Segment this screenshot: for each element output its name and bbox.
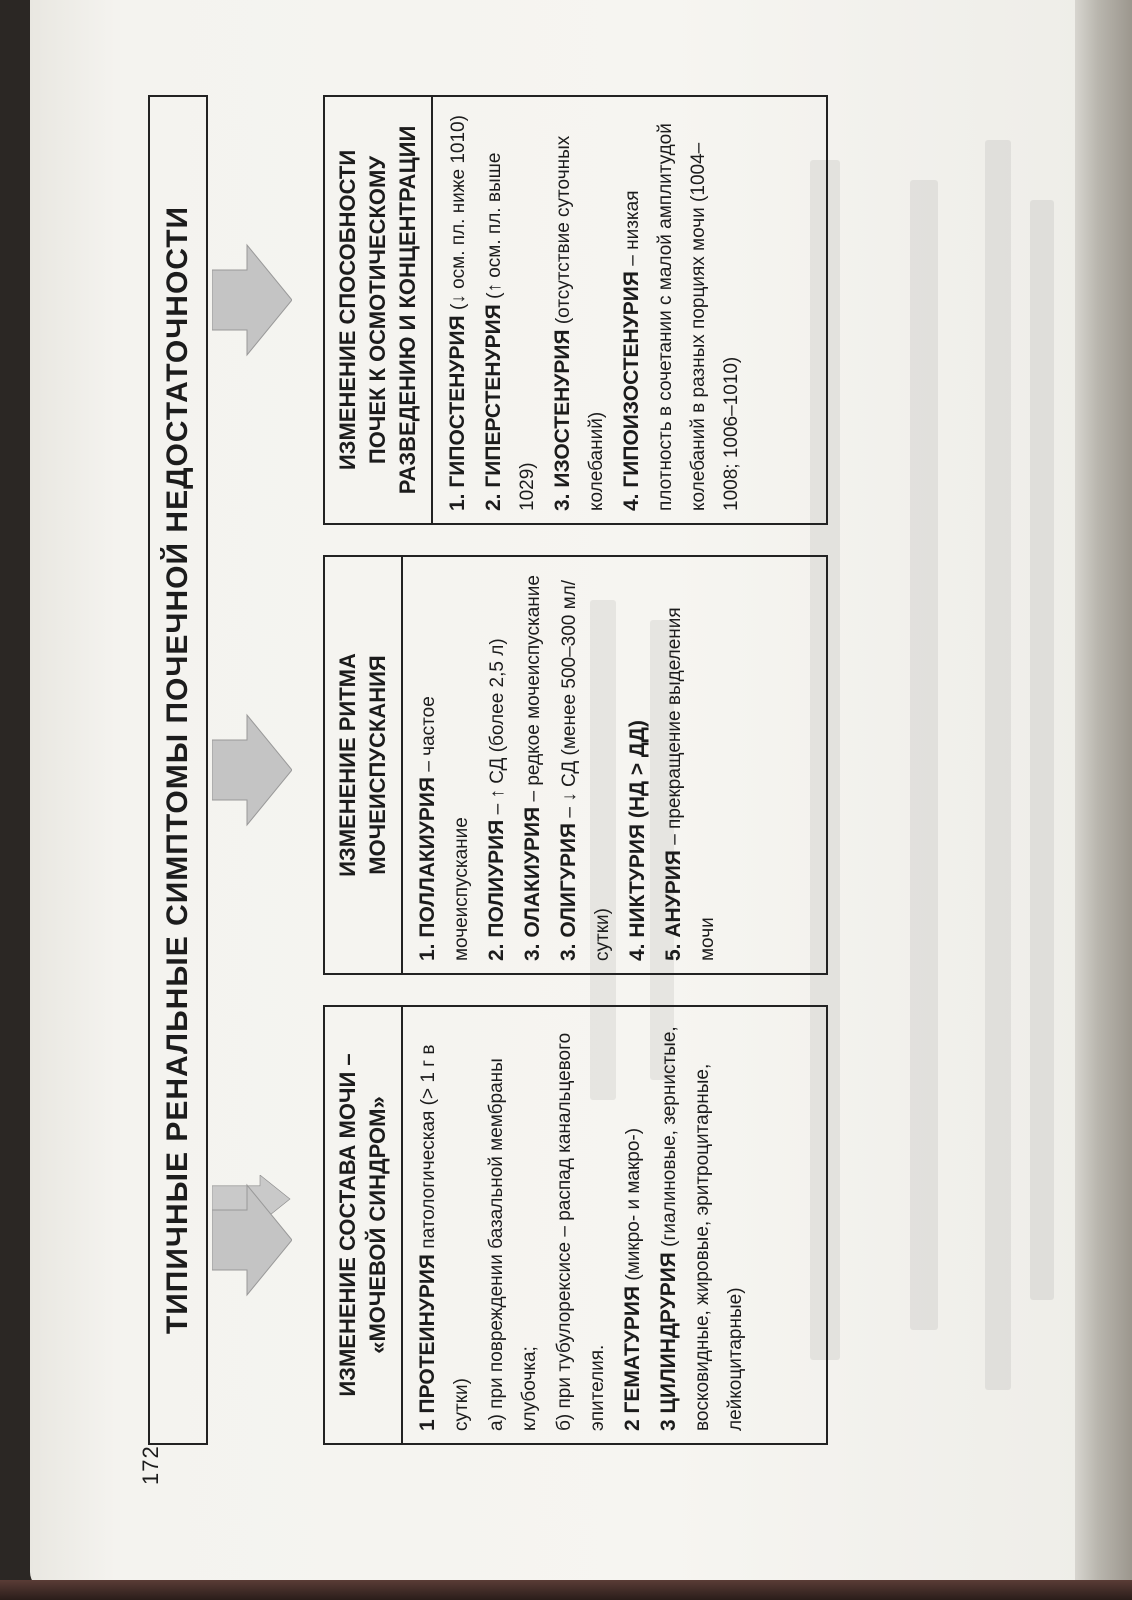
- photo-bottom-edge: [0, 1580, 1132, 1600]
- list-item: 1. ПОЛЛАКИУРИЯ – частое мочеиспускание: [416, 696, 472, 961]
- list-item: 4. НИКТУРИЯ (НД > ДД): [626, 720, 649, 961]
- book-spine: [1075, 0, 1132, 1600]
- list-item: б) при тубулорексисе – распад канальцевого эпителия.: [554, 1032, 608, 1431]
- urination-rhythm-box: [323, 555, 828, 975]
- column-heading: ИЗМЕНЕНИЕ СПОСОБНОСТИ ПОЧЕК К ОСМОТИЧЕСКОМУ РАЗВЕДЕНИЮ И КОНЦЕНТРАЦИИ: [325, 97, 433, 523]
- list-item: 5. АНУРИЯ – прекращение выделения мочи: [662, 607, 718, 961]
- urine-composition-box: [323, 1005, 828, 1445]
- list-item: 2. ГИПЕРСТЕНУРИЯ (↑ осм. пл. выше 1029): [482, 152, 538, 511]
- list-item: 3. ОЛАКИУРИЯ – редкое мочеиспускание: [521, 575, 544, 961]
- list-item: 1 ПРОТЕИНУРИЯ патологическая (> 1 г в сутки): [416, 1044, 472, 1431]
- down-arrow-icon: [212, 1175, 292, 1305]
- list-item: 3. ОЛИГУРИЯ – ↓ СД (менее 500–300 мл/сутки): [557, 579, 613, 961]
- column-heading: ИЗМЕНЕНИЕ РИТМА МОЧЕИСПУСКАНИЯ: [325, 557, 403, 973]
- list-item: 4. ГИПОИЗОСТЕНУРИЯ – низкая плотность в сочетании с малой амплитудой колебаний в разных порциях мочи (1004–1008; 1006–1010): [620, 123, 742, 511]
- list-item: 2. ПОЛИУРИЯ – ↑ СД (более 2,5 л): [485, 638, 508, 961]
- bleed-through-line: [1030, 200, 1054, 1300]
- list-item: 1. ГИПОСТЕНУРИЯ (↓ осм. пл. ниже 1010): [446, 115, 469, 511]
- list-item: 3 ЦИЛИНДРУРИЯ (гиалиновые, зернистые, восковидные, жировые, эритроцитарные, лейкоцитарные): [657, 1026, 746, 1431]
- page-number: 172: [138, 1445, 163, 1485]
- page-title: ТИПИЧНЫЕ РЕНАЛЬНЫЕ СИМПТОМЫ ПОЧЕЧНОЙ НЕДОСТАТОЧНОСТИ: [148, 95, 208, 1445]
- column-heading: ИЗМЕНЕНИЕ СОСТАВА МОЧИ – «МОЧЕВОЙ СИНДРОМ»: [325, 1007, 403, 1443]
- list-item: 2 ГЕМАТУРИЯ (микро- и макро-): [621, 1127, 644, 1431]
- down-arrow-icon: [212, 705, 292, 835]
- osmotic-ability-box: [323, 95, 828, 525]
- list-item: 3. ИЗОСТЕНУРИЯ (отсутствие суточных колебаний): [551, 135, 607, 511]
- rotated-page-content: [138, 95, 1028, 1485]
- down-arrow-icon: [212, 235, 292, 365]
- list-item: а) при повреждении базальной мембраны клубочка;: [486, 1058, 540, 1431]
